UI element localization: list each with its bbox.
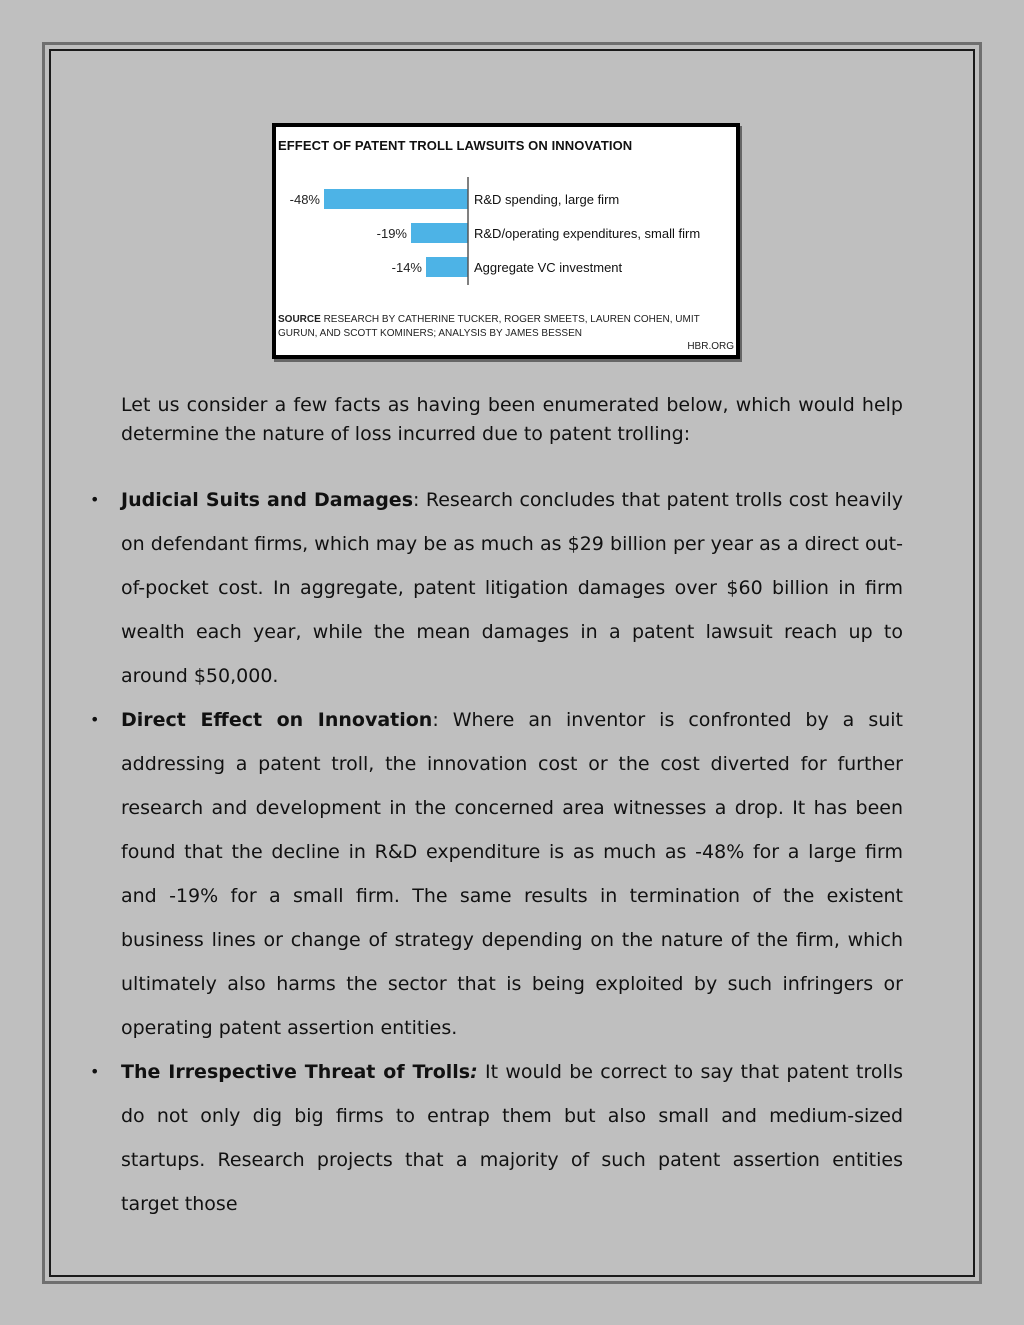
facts-list [121,478,903,1226]
fact-separator: : [470,1061,478,1083]
fact-separator: : [432,709,439,731]
intro-paragraph: Let us consider a few facts as having been enumerated below, which would help determine the nature of loss incurred due to patent trolling: [121,394,903,445]
fact-term: Direct Effect on Innovation [121,709,433,731]
value-label-1: -19% [376,226,407,241]
value-label-0: -48% [289,192,320,207]
category-label-1: R&D/operating expenditures, small firm [474,226,701,241]
fact-text: It would be correct to say that patent trolls do not only dig big firms to entrap them but also small and medium-sized startups. Research projects that a majority of such patent assertion entities target those [121,1061,903,1215]
value-label-2: -14% [391,260,422,275]
category-label-0: R&D spending, large firm [474,192,620,207]
chart-title: EFFECT OF PATENT TROLL LAWSUITS ON INNOVATION [278,138,633,153]
fact-separator: : [413,489,420,511]
source-text: RESEARCH BY CATHERINE TUCKER, ROGER SMEETS, LAUREN COHEN, UMIT GURUN, AND SCOTT KOMINERS; ANALYSIS BY JAMES BESSEN [278,314,700,339]
fact-term: The Irrespective Threat of Trolls [121,1061,471,1083]
fact-item [121,478,903,698]
fact-text: Where an inventor is confronted by a suit addressing a patent troll, the innovation cost or the cost diverted for further research and development in the concerned area witnesses a drop. It has been found that the decline in R&D expenditure is as much as -48% for a large firm and -19% for a small firm. The same results in termination of the existent business lines or change of strategy depending on the nature of the firm, which ultimately also harms the sector that is being exploited by such infringers or operating patent assertion entities. [121,709,903,1039]
source-label: SOURCE [278,314,321,325]
chart-brand: HBR.ORG [687,341,734,352]
fact-item [121,1050,903,1226]
category-label-2: Aggregate VC investment [474,260,623,275]
fact-item [121,698,903,1050]
fact-text: Research concludes that patent trolls cost heavily on defendant firms, which may be as much as $29 billion per year as a direct out-of-pocket cost. In aggregate, patent litigation damages over $60 billion in firm wealth each year, while the mean damages in a patent lawsuit reach up to around $50,000. [121,489,903,687]
fact-term: Judicial Suits and Damages [121,489,413,511]
